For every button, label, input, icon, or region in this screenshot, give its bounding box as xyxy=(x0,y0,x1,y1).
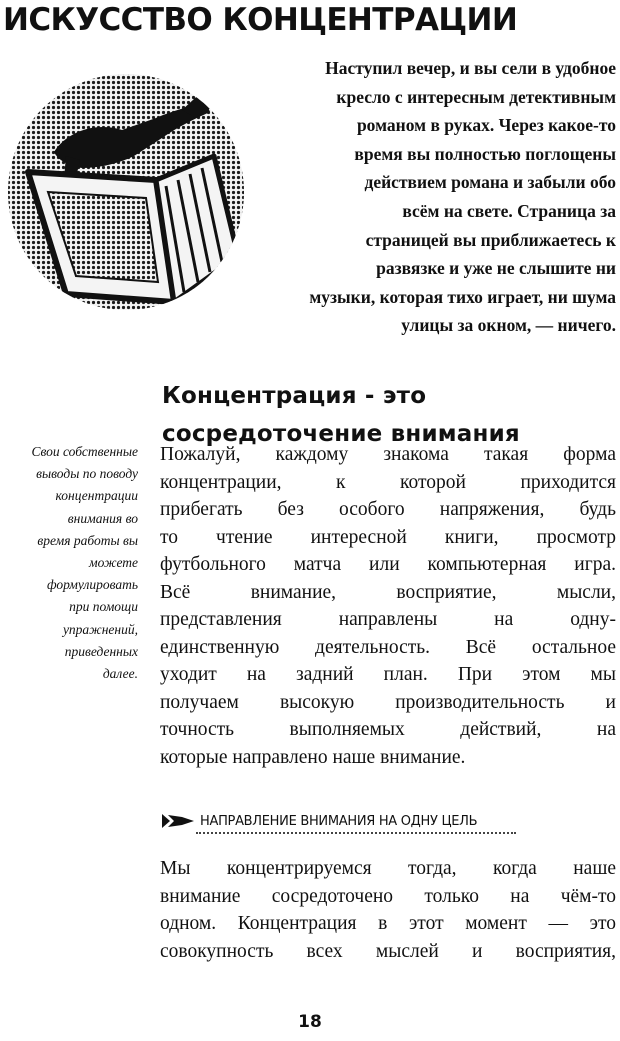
subsection-divider xyxy=(196,832,516,834)
paragraph-line: совокупность всех мыслей и восприятия, xyxy=(160,940,616,962)
paragraph-line: прибегать без особого напряжения, будь xyxy=(160,499,616,520)
intro-line: музыки, которая тихо играет, ни шума xyxy=(309,286,616,307)
margin-note-line: приведенных xyxy=(64,643,138,659)
margin-note xyxy=(4,441,138,685)
intro-line: кресло с интересным детективным xyxy=(336,86,616,107)
paragraph-line: Пожалуй, каждому знакома такая форма xyxy=(160,444,616,465)
paragraph-line: точность выполняемых действий, на xyxy=(160,719,616,740)
paragraph-line: концентрации, к которой приходится xyxy=(160,471,616,493)
paragraph-line: одном. Концентрация в этот момент — это xyxy=(160,913,616,934)
paragraph-line: Всё внимание, восприятие, мысли, xyxy=(160,581,616,603)
intro-line: Наступил вечер, и вы сели в удобное xyxy=(325,58,616,78)
paragraph-line: Мы концентрируемся тогда, когда наше xyxy=(160,858,616,879)
paragraph-line: получаем высокую производительность и xyxy=(160,691,616,713)
paragraph-line: представления направлены на одну- xyxy=(160,609,616,630)
margin-note-line: далее. xyxy=(102,666,138,682)
page-title: ИСКУССТВО КОНЦЕНТРАЦИИ xyxy=(3,2,518,38)
intro-line: всём на свете. Страница за xyxy=(402,200,616,221)
intro-line: действием романа и забыли обо xyxy=(364,172,616,193)
intro-line: улицы за окном, — ничего. xyxy=(401,315,616,336)
section-heading-line: сосредоточение внимания xyxy=(162,421,520,448)
intro-line: развязке и уже не слышите ни xyxy=(376,258,616,279)
paragraph-line: футбольного матча или компьютерная игра. xyxy=(160,554,616,575)
margin-note-line: упражнений, xyxy=(62,621,138,637)
margin-note-line: внимания во xyxy=(67,510,138,526)
intro-line: романом в руках. Через какое-то xyxy=(356,115,616,136)
arrow-right-icon xyxy=(162,812,194,830)
margin-note-line: формулировать xyxy=(46,577,138,593)
margin-note-line: выводы по поводу xyxy=(36,466,138,482)
margin-note-line: при помощи xyxy=(69,599,138,615)
intro-paragraph xyxy=(160,54,616,340)
paragraph-line: внимание сосредоточено только на чём-то xyxy=(160,885,616,907)
section-paragraph xyxy=(160,441,616,771)
paragraph-line: уходит на задний план. При этом мы xyxy=(160,664,616,685)
margin-note-line: Свои собственные xyxy=(31,444,138,459)
paragraph-line: то чтение интересной книги, просмотр xyxy=(160,526,616,548)
margin-note-line: концентрации xyxy=(55,488,138,504)
subsection-heading-text: НАПРАВЛЕНИЕ ВНИМАНИЯ НА ОДНУ ЦЕЛЬ xyxy=(200,813,478,829)
paragraph-line: которые направлено наше внимание. xyxy=(160,746,466,768)
intro-line: страницей вы приближаетесь к xyxy=(365,229,616,250)
paragraph-line: единственную деятельность. Всё остальное xyxy=(160,636,616,658)
page-number: 18 xyxy=(298,1012,322,1032)
subsection-paragraph xyxy=(160,855,616,965)
section-heading-line: Концентрация - это xyxy=(162,383,427,410)
intro-line: время вы полностью поглощены xyxy=(354,143,616,164)
margin-note-line: время работы вы xyxy=(37,532,138,548)
margin-note-line: можете xyxy=(89,555,138,571)
